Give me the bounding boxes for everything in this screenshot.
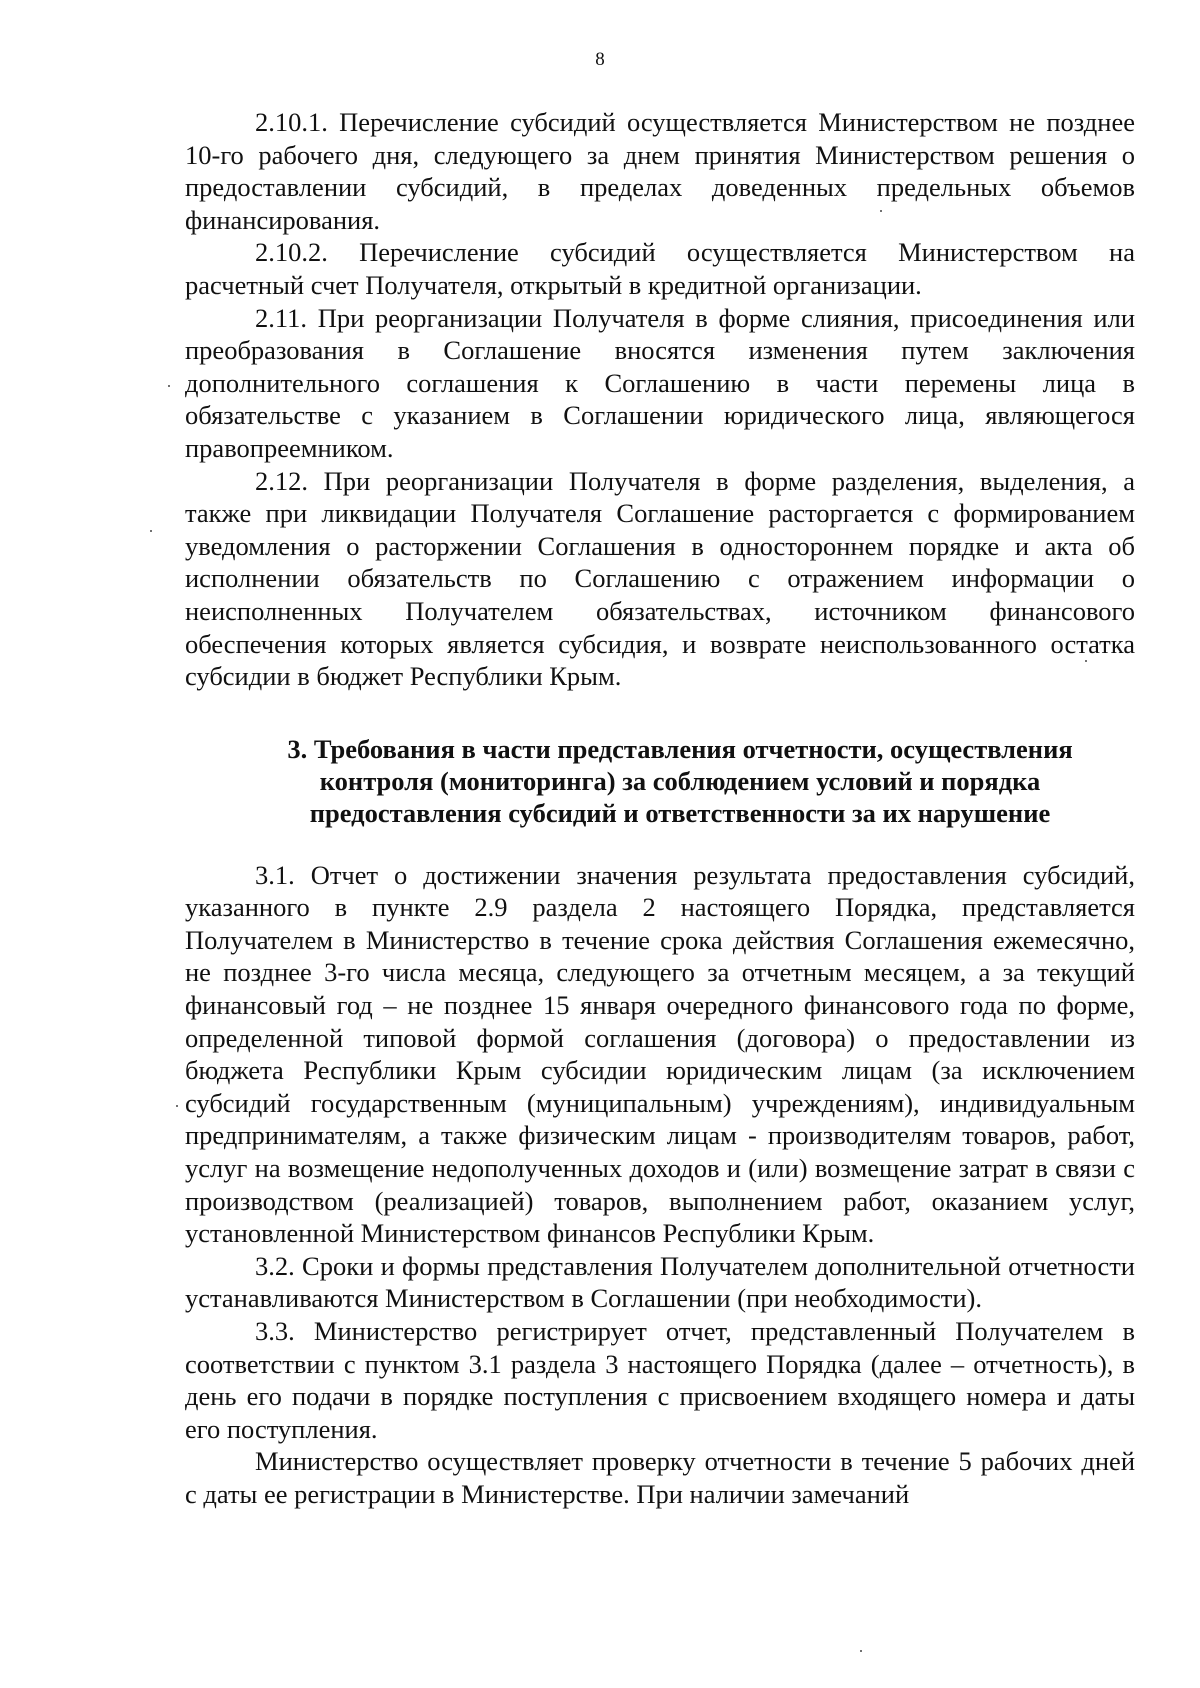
- section-3-heading-line-3: предоставления субсидий и ответственности за их нарушение: [309, 797, 1051, 828]
- section-3-heading-line-1: 3. Требования в части представления отчетности, осуществления: [287, 733, 1073, 764]
- scan-speck: [860, 1650, 862, 1652]
- paragraph-2-10-1: 2.10.1. Перечисление субсидий осуществляется Министерством не позднее 10-го рабочего дня, следующего за днем принятия Министерством решения о предоставлении субсидий, в пределах доведенных предельных объемов финансирования.: [185, 107, 1135, 235]
- paragraph-2-11: 2.11. При реорганизации Получателя в форме слияния, присоединения или преобразования в Соглашение вносятся изменения путем заключения дополнительного соглашения к Соглашению в части перемены лица в обязательстве с указанием в Соглашении юридического лица, являющегося правопреемником.: [185, 302, 1135, 463]
- scan-speck: [880, 210, 882, 212]
- paragraph-3-3: 3.3. Министерство регистрирует отчет, представленный Получателем в соответствии с пунктом 3.1 раздела 3 настоящего Порядка (далее – отчетность), в день его подачи в порядке поступления с присвоением входящего номера и даты его поступления.: [185, 1316, 1135, 1444]
- paragraph-2-12: 2.12. При реорганизации Получателя в форме разделения, выделения, а также при ликвидации Получателя Соглашение расторгается с формированием уведомления о расторжении Соглашения в одностороннем порядке и акта об исполнении обязательств по Соглашению с отражением информации о неисполненных Получателем обязательствах, источником финансового обеспечения которых является субсидия, и возврате неиспользованного остатка субсидии в бюджет Республики Крым.: [185, 465, 1135, 692]
- section-3-heading: [185, 733, 1135, 829]
- document-body: [185, 106, 1135, 1511]
- scan-speck: [1085, 660, 1087, 662]
- paragraph-3-2: 3.2. Сроки и формы представления Получателем дополнительной отчетности устанавливаются Министерством в Соглашении (при необходимости).: [185, 1250, 1135, 1314]
- section-3-heading-line-2: контроля (мониторинга) за соблюдением условий и порядка: [319, 765, 1041, 796]
- scan-speck: [150, 530, 152, 532]
- paragraph-2-10-2: 2.10.2. Перечисление субсидий осуществляется Министерством на расчетный счет Получателя, открытый в кредитной организации.: [185, 237, 1135, 300]
- scan-speck: [176, 1105, 178, 1107]
- paragraph-3-1: 3.1. Отчет о достижении значения результата предоставления субсидий, указанного в пункте 2.9 раздела 2 настоящего Порядка, представляется Получателем в Министерство в течение срока действия Соглашения ежемесячно, не позднее 3-го числа месяца, следующего за отчетным месяцем, а за текущий финансовый год – не позднее 15 января очередного финансового года по форме, определенной типовой формой соглашения (договора) о предоставлении из бюджета Республики Крым субсидии юридическим лицам (за исключением субсидий государственным (муниципальным) учреждениям), индивидуальным предпринимателям, а также физическим лицам - производителям товаров, работ, услуг на возмещение недополученных доходов и (или) возмещение затрат в связи с производством (реализацией) товаров, выполнением работ, оказанием услуг, установленной Министерством финансов Республики Крым.: [185, 859, 1135, 1249]
- paragraph-verification: Министерство осуществляет проверку отчетности в течение 5 рабочих дней с даты ее регистрации в Министерстве. При наличии замечаний: [185, 1446, 1135, 1509]
- scan-speck: [168, 385, 170, 387]
- page-number: 8: [595, 49, 605, 70]
